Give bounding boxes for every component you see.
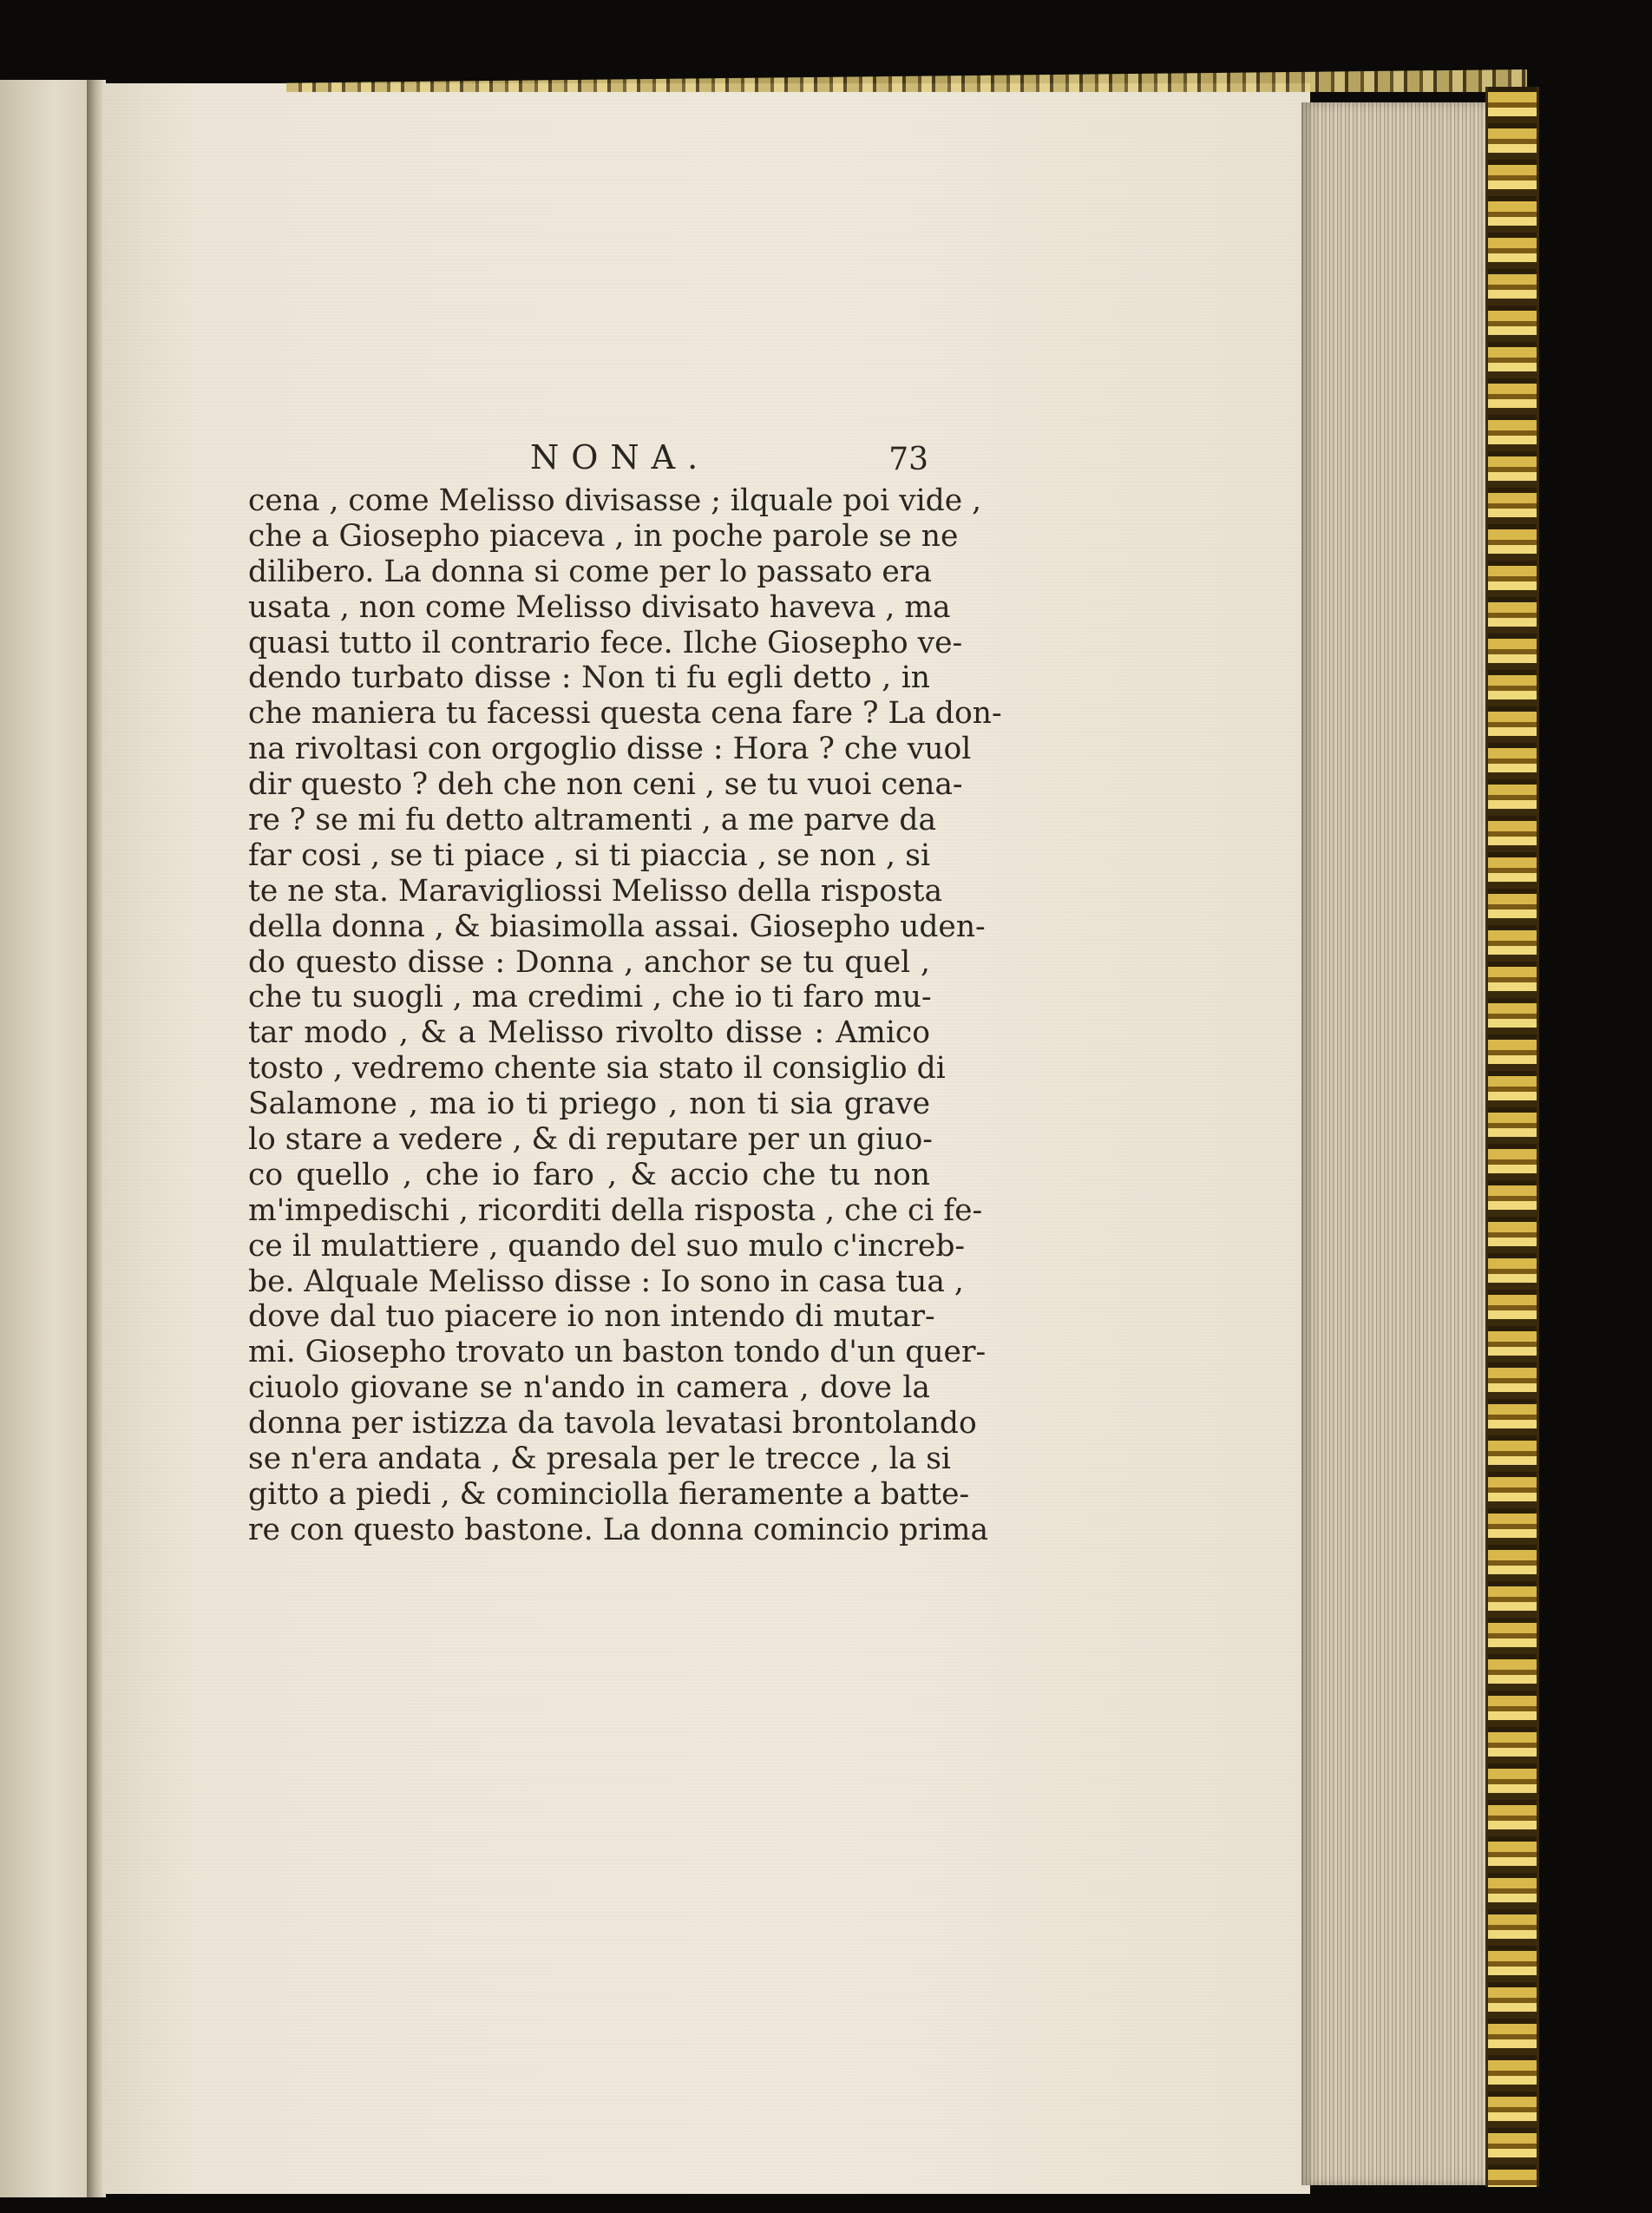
text-line: della donna , & biasimolla assai. Giosepho uden- bbox=[248, 909, 986, 944]
text-line: gitto a piedi , & cominciolla fieramente a batte- bbox=[248, 1476, 970, 1512]
text-line: Salamone , ma io ti priego , non ti sia grave bbox=[248, 1087, 930, 1122]
text-line: usata , non come Melisso divisato haveva , ma bbox=[248, 589, 951, 625]
text-line: ce il mulattiere , quando del suo mulo c'increb- bbox=[248, 1228, 966, 1264]
text-line: che tu suogli , ma credimi , che io ti faro mu- bbox=[248, 980, 932, 1015]
text-line: dove dal tuo piacere io non intendo di mutar- bbox=[248, 1299, 935, 1335]
gilt-binding-tooling bbox=[1485, 87, 1539, 2187]
text-line: tar modo , & a Melisso rivolto disse : Amico bbox=[248, 1015, 930, 1051]
text-line: re con questo bastone. La donna comincio prima bbox=[248, 1512, 989, 1547]
text-line: che a Giosepho piaceva , in poche parole se ne bbox=[248, 518, 959, 554]
text-line: quasi tutto il contrario fece. Ilche Giosepho ve- bbox=[248, 625, 963, 660]
text-line: m'impedischi , ricorditi della risposta , che ci fe- bbox=[248, 1192, 983, 1228]
text-line: co quello , che io faro , & accio che tu non bbox=[248, 1157, 930, 1192]
text-line: na rivoltasi con orgoglio disse : Hora ? che vuol bbox=[248, 732, 972, 767]
text-line: be. Alquale Melisso disse : Io sono in casa tua , bbox=[248, 1264, 964, 1299]
text-line: dir questo ? deh che non ceni , se tu vuoi cena- bbox=[248, 767, 963, 803]
text-line: lo stare a vedere , & di reputare per un giuo- bbox=[248, 1122, 933, 1158]
left-page-edge bbox=[0, 80, 92, 2197]
page-fore-edge bbox=[1301, 102, 1488, 2185]
text-line: se n'era andata , & presala per le trecce , la si bbox=[248, 1441, 951, 1477]
text-line: che maniera tu facessi questa cena fare ? La don- bbox=[248, 696, 1002, 732]
text-line: dilibero. La donna si come per lo passato era bbox=[248, 554, 932, 589]
body-text bbox=[248, 483, 1002, 1548]
page-number: 73 bbox=[888, 442, 928, 477]
running-head bbox=[248, 438, 930, 483]
text-line: ciuolo giovane se n'ando in camera , dove la bbox=[248, 1370, 930, 1406]
text-line: far cosi , se ti piace , si ti piaccia , se non , si bbox=[248, 837, 930, 873]
running-title: NONA. bbox=[530, 438, 711, 476]
text-line: mi. Giosepho trovato un baston tondo d'un quer- bbox=[248, 1335, 987, 1370]
text-line: do questo disse : Donna , anchor se tu quel , bbox=[248, 944, 930, 980]
text-line: tosto , vedremo chente sia stato il consiglio di bbox=[248, 1051, 946, 1087]
text-line: cena , come Melisso divisasse ; ilquale poi vide , bbox=[248, 483, 982, 518]
text-block bbox=[248, 438, 1002, 1548]
text-line: re ? se mi fu detto altramenti , a me parve da bbox=[248, 803, 937, 838]
text-line: donna per istizza da tavola levatasi brontolando bbox=[248, 1406, 977, 1441]
text-line: dendo turbato disse : Non ti fu egli detto , in bbox=[248, 660, 930, 696]
text-line: te ne sta. Maravigliossi Melisso della risposta bbox=[248, 873, 943, 909]
gilt-top-edge bbox=[286, 69, 1527, 92]
